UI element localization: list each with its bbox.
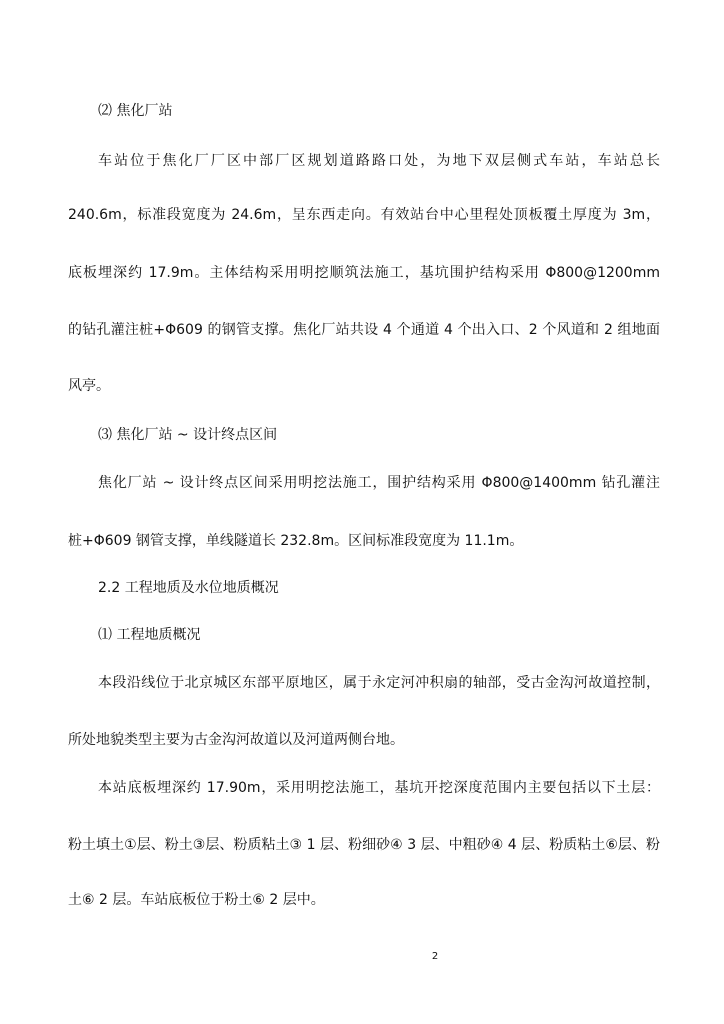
section-heading-geology-hydrogeology: 2.2 工程地质及水位地质概况 [98,580,279,596]
paragraph-line: 所处地貌类型主要为古金沟河故道以及河道两侧台地。 [68,732,404,748]
section-heading-engineering-geology: ⑴ 工程地质概况 [98,627,201,643]
paragraph-line: 粉土填土①层、粉土③层、粉质粘土③ 1 层、粉细砂④ 3 层、中粗砂④ 4 层、粉质粘土⑥层、粉 [68,837,660,853]
page-number: 2 [431,951,439,962]
paragraph-line: 风亭。 [68,378,110,394]
section-heading-jiaohuachang-to-terminal: ⑶ 焦化厂站 ~ 设计终点区间 [98,427,278,443]
paragraph-line: 本段沿线位于北京城区东部平原地区，属于永定河冲积扇的轴部，受古金沟河故道控制， [98,675,660,691]
paragraph-line: 底板埋深约 17.9m。主体结构采用明挖顺筑法施工，基坑围护结构采用 Φ800@1200mm [68,265,660,281]
paragraph-line: 本站底板埋深约 17.90m，采用明挖法施工，基坑开挖深度范围内主要包括以下土层： [98,780,660,796]
paragraph-line: 车站位于焦化厂厂区中部厂区规划道路路口处，为地下双层侧式车站，车站总长 [98,153,660,169]
section-heading-jiaohuachang-station: ⑵ 焦化厂站 [98,103,173,119]
paragraph-line: 的钻孔灌注桩+Φ609 的钢管支撑。焦化厂站共设 4 个通道 4 个出入口、2 个风道和 2 组地面 [68,322,660,338]
paragraph-line: 桩+Φ609 钢管支撑，单线隧道长 232.8m。区间标准段宽度为 11.1m。 [68,533,524,549]
paragraph-line: 土⑥ 2 层。车站底板位于粉土⑥ 2 层中。 [68,892,325,908]
paragraph-line: 焦化厂站 ~ 设计终点区间采用明挖法施工，围护结构采用 Φ800@1400mm 钻孔灌注 [98,475,660,491]
paragraph-line: 240.6m，标准段宽度为 24.6m，呈东西走向。有效站台中心里程处顶板覆土厚度为 3m， [68,207,660,223]
